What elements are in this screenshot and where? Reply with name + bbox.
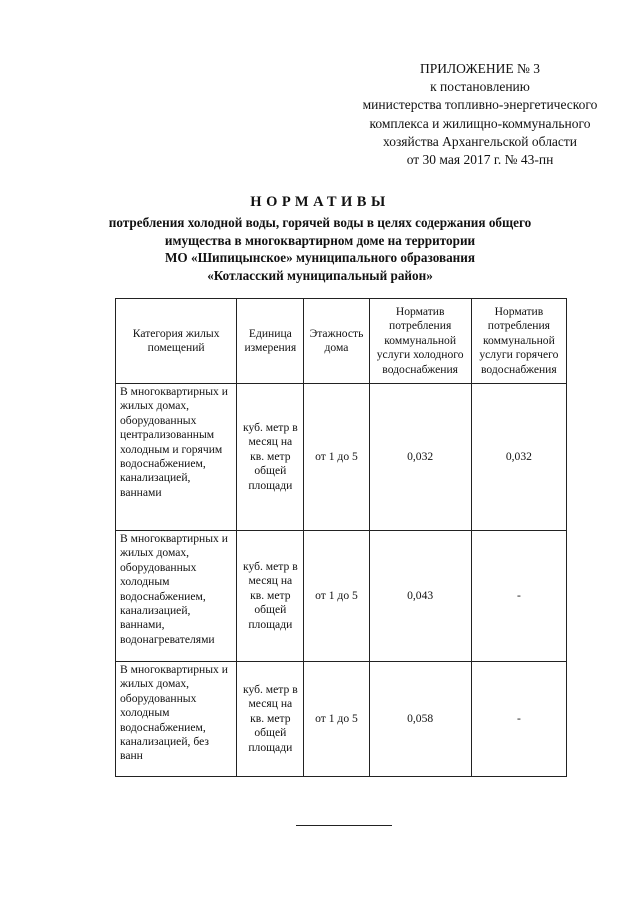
header-unit: Единица измерения — [237, 299, 304, 384]
header-cold-water: Норматив потребления коммунальной услуги холодного водоснабжения — [369, 299, 471, 384]
cell-cold-value: 0,058 — [369, 662, 471, 777]
appendix-line: от 30 мая 2017 г. № 43-пн — [406, 152, 554, 168]
cell-floors: от 1 до 5 — [304, 662, 369, 777]
appendix-line: хозяйства Архангельской области — [382, 133, 578, 149]
header-category: Категория жилых помещений — [116, 299, 237, 384]
document-subtitle-line: «Котласский муниципальный район» — [207, 267, 433, 283]
cell-category: В многоквартирных и жилых домах, оборудованных холодным водоснабжением, канализацией, ваннами, водонагревателями — [116, 531, 237, 662]
document-subtitle-line: имущества в многоквартирном доме на территории — [164, 232, 476, 248]
cell-category: В многоквартирных и жилых домах, оборудованных холодным водоснабжением, канализацией, без ванн — [116, 662, 237, 777]
document-heading — [40, 192, 600, 284]
cell-floors: от 1 до 5 — [304, 531, 369, 662]
cell-category: В многоквартирных и жилых домах, оборудованных централизованным холодным и горячим водоснабжением, канализацией, ваннами — [116, 384, 237, 531]
cell-unit: куб. метр в месяц на кв. метр общей площади — [237, 384, 304, 531]
cell-unit: куб. метр в месяц на кв. метр общей площади — [237, 662, 304, 777]
document-subtitle-line: потребления холодной воды, горячей воды в целях содержания общего — [108, 215, 532, 230]
header-floors: Этажность дома — [304, 299, 369, 384]
cell-cold-value: 0,043 — [369, 531, 471, 662]
appendix-title: ПРИЛОЖЕНИЕ № 3 — [419, 61, 541, 76]
table-row — [116, 384, 567, 531]
footer-divider — [296, 825, 392, 826]
cell-hot-value: - — [471, 662, 566, 777]
document-subtitle-line: МО «Шипицынское» муниципального образования — [164, 250, 476, 266]
cell-floors: от 1 до 5 — [304, 384, 369, 531]
appendix-block — [340, 60, 620, 169]
document-title: НОРМАТИВЫ — [250, 194, 390, 210]
cell-unit: куб. метр в месяц на кв. метр общей площади — [237, 531, 304, 662]
cell-hot-value: - — [471, 531, 566, 662]
table-row — [116, 662, 567, 777]
cell-hot-value: 0,032 — [471, 384, 566, 531]
table-header-row — [116, 299, 567, 384]
table-row — [116, 531, 567, 662]
appendix-line: к постановлению — [430, 79, 530, 95]
header-hot-water: Норматив потребления коммунальной услуги горячего водоснабжения — [471, 299, 566, 384]
norms-table — [115, 298, 567, 777]
cell-cold-value: 0,032 — [369, 384, 471, 531]
appendix-line: комплекса и жилищно-коммунального — [369, 115, 591, 131]
appendix-line: министерства топливно-энергетического — [362, 97, 598, 113]
